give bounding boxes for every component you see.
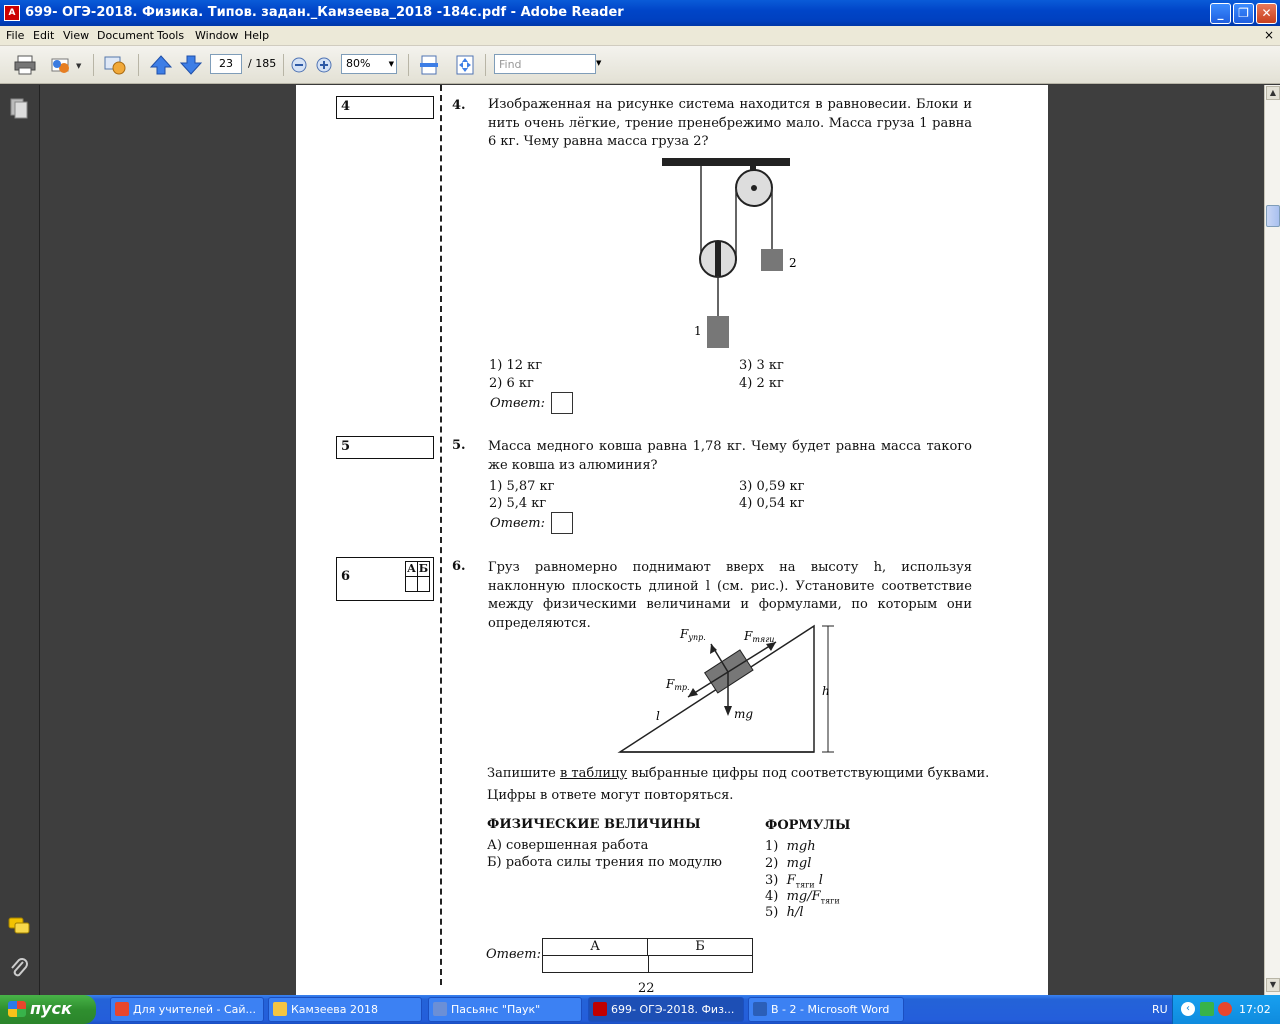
task-label: Для учителей - Сай...	[133, 1003, 257, 1016]
toolbar-separator	[283, 54, 284, 76]
page-total: / 185	[248, 57, 277, 70]
tray-arrow-icon[interactable]: ‹	[1181, 1002, 1195, 1016]
word-icon	[753, 1002, 767, 1016]
vertical-scrollbar[interactable]	[1264, 85, 1280, 995]
menu-help[interactable]: Help	[244, 29, 270, 42]
label-f-upr: Fупр.	[680, 627, 706, 642]
q5-option-3: 3) 0,59 кг	[739, 479, 805, 494]
quantity-a: А) совершенная работа	[487, 838, 649, 853]
find-input[interactable]	[494, 54, 596, 74]
q6-instruction	[487, 766, 989, 781]
quantity-b: Б) работа силы трения по модулю	[487, 855, 722, 870]
document-close-button[interactable]: ×	[1263, 28, 1274, 42]
toolbar-separator	[408, 54, 409, 76]
label-h: h	[822, 684, 830, 698]
comments-icon[interactable]	[8, 915, 30, 937]
paperclip-icon[interactable]	[8, 957, 30, 979]
question-6-number: 6.	[452, 559, 466, 574]
task-label: Камзеева 2018	[291, 1003, 378, 1016]
answer-box-6-grid	[405, 561, 431, 595]
arrow-up-icon[interactable]	[150, 55, 172, 75]
instruction-link[interactable]: в таблицу	[559, 766, 628, 781]
task-label: Пасьянс "Паук"	[451, 1003, 541, 1016]
window-title: 699- ОГЭ-2018. Физика. Типов. задан._Камзеева_2018 -184с.pdf - Adobe Reader	[25, 5, 624, 20]
label-f-tr: Fтр.	[666, 677, 690, 692]
menu-tools[interactable]: Tools	[157, 29, 185, 42]
label-mg: mg	[734, 707, 754, 721]
formulas-title: ФОРМУЛЫ	[765, 818, 851, 833]
menu-document[interactable]: Document	[97, 29, 154, 42]
table-divider	[648, 956, 649, 972]
q4-answer-label: Ответ:	[490, 396, 545, 411]
q5-answer-cell	[551, 512, 573, 534]
q6-instruction-2: Цифры в ответе могут повторяться.	[487, 788, 734, 803]
scroll-down-icon[interactable]: ▼	[1266, 978, 1280, 992]
formula-4: 4) $mg/F_{тяги}$	[765, 889, 840, 906]
system-tray	[1172, 995, 1280, 1024]
q4-option-2: 2) 6 кг	[489, 376, 534, 391]
q6-answer-table	[542, 938, 753, 973]
clock[interactable]: 17:02	[1239, 1003, 1271, 1016]
formula-5: 5) h/l	[765, 905, 804, 920]
inclined-plane-figure	[616, 620, 846, 758]
pdf-page	[296, 85, 1048, 995]
fit-page-icon[interactable]	[454, 55, 476, 75]
q5-option-1: 1) 5,87 кг	[489, 479, 555, 494]
table-header-b: Б	[648, 939, 752, 956]
quantities-title: ФИЗИЧЕСКИЕ ВЕЛИЧИНЫ	[487, 817, 701, 832]
question-6-text: Груз равномерно поднимают вверх на высоту h, используя наклонную плоскость длиной l (см. рис.). Установите соответствие между физическими величинами и формулами, по которым они определяются.	[488, 560, 972, 631]
scroll-thumb[interactable]	[1266, 205, 1280, 227]
q6-answer-label: Ответ:	[486, 947, 541, 962]
menu-bar	[0, 26, 1280, 46]
menu-view[interactable]: View	[63, 29, 90, 42]
pulley-system-figure	[656, 153, 826, 353]
page-number-input[interactable]: 23	[210, 54, 242, 74]
close-button[interactable]: ✕	[1256, 3, 1277, 24]
adobe-reader-icon: A	[4, 5, 20, 21]
antivirus-icon[interactable]	[1218, 1002, 1232, 1016]
start-button[interactable]	[0, 995, 96, 1024]
page-number: 22	[638, 981, 655, 995]
zoom-in-icon[interactable]	[316, 55, 332, 75]
answer-box-6	[336, 557, 434, 601]
folder-icon	[273, 1002, 287, 1016]
task-solitaire[interactable]	[428, 997, 582, 1022]
spider-solitaire-icon	[433, 1002, 447, 1016]
question-5-number: 5.	[452, 438, 466, 453]
chevron-down-icon[interactable]: ▼	[596, 59, 602, 67]
email-attach-icon[interactable]	[50, 55, 72, 75]
network-icon[interactable]	[1200, 1002, 1214, 1016]
grid-cell-b	[417, 576, 430, 592]
answer-box-4: 4	[336, 96, 434, 119]
toolbar-separator	[138, 54, 139, 76]
toolbar	[0, 46, 1280, 84]
task-yandex[interactable]	[110, 997, 264, 1022]
toolbar-separator	[93, 54, 94, 76]
find-placeholder: Find	[499, 58, 522, 71]
question-4-text: Изображенная на рисунке система находится в равновесии. Блоки и нить очень лёгкие, трение пренебрежимо мало. Масса груза 1 равна 6 кг. Чему равна масса груза 2?	[488, 97, 972, 149]
answer-box-5: 5	[336, 436, 434, 459]
label-l: l	[656, 709, 660, 723]
arrow-down-icon[interactable]	[180, 55, 202, 75]
figure-label-1: 1	[694, 324, 702, 338]
q5-option-4: 4) 0,54 кг	[739, 496, 805, 511]
formula-1: 1) mgh	[765, 839, 816, 854]
figure-label-2: 2	[789, 256, 797, 270]
q5-option-2: 2) 5,4 кг	[489, 496, 547, 511]
q4-option-1: 1) 12 кг	[489, 358, 543, 373]
zoom-value: 80%	[346, 57, 371, 70]
taskbar	[0, 995, 1280, 1024]
q4-option-4: 4) 2 кг	[739, 376, 784, 391]
chevron-down-icon[interactable]: ▼	[76, 62, 82, 70]
instruction-prefix: Запишите	[487, 766, 560, 781]
pages-icon[interactable]	[8, 97, 30, 119]
instruction-suffix: выбранные цифры под соответствующими буквами.	[627, 766, 990, 781]
title-bar	[0, 0, 1280, 26]
q5-answer-label: Ответ:	[490, 516, 545, 531]
formula-2: 2) mgl	[765, 856, 812, 871]
q4-answer-cell	[551, 392, 573, 414]
chevron-down-icon: ▼	[388, 60, 394, 68]
yandex-browser-icon	[115, 1002, 129, 1016]
language-indicator[interactable]: RU	[1152, 1003, 1168, 1016]
zoom-select[interactable]	[341, 54, 397, 74]
cut-line	[440, 85, 442, 985]
task-label: В - 2 - Microsoft Word	[771, 1003, 890, 1016]
question-5-text: Масса медного ковша равна 1,78 кг. Чему будет равна масса такого же ковша из алюминия?	[488, 439, 972, 473]
answer-box-6-number: 6	[341, 569, 351, 584]
fit-width-icon[interactable]	[418, 55, 440, 75]
menu-file[interactable]: File	[6, 29, 25, 42]
task-word[interactable]	[748, 997, 904, 1022]
zoom-out-icon[interactable]	[291, 55, 307, 75]
task-adobe-reader[interactable]	[588, 997, 744, 1022]
label-f-tyagi: Fтяги	[744, 629, 775, 644]
print-icon[interactable]	[14, 55, 36, 75]
grid-letter-b: Б	[418, 562, 429, 575]
task-label: 699- ОГЭ-2018. Физ...	[611, 1003, 735, 1016]
minimize-button[interactable]: _	[1210, 3, 1231, 24]
toolbar-separator	[485, 54, 486, 76]
scroll-up-icon[interactable]: ▲	[1266, 86, 1280, 100]
grid-letter-a: А	[405, 561, 418, 577]
table-header-a: А	[543, 939, 648, 956]
collaborate-icon[interactable]	[104, 55, 126, 75]
task-folder[interactable]	[268, 997, 422, 1022]
q4-option-3: 3) 3 кг	[739, 358, 784, 373]
document-view[interactable]	[40, 85, 1264, 995]
pdf-icon	[593, 1002, 607, 1016]
menu-edit[interactable]: Edit	[33, 29, 55, 42]
menu-window[interactable]: Window	[195, 29, 239, 42]
question-4-number: 4.	[452, 98, 466, 113]
navigation-panel	[0, 85, 40, 995]
formula-3: 3) $F_{тяги}$ l	[765, 873, 823, 890]
start-label: пуск	[30, 999, 72, 1018]
restore-button[interactable]: ❐	[1233, 3, 1254, 24]
windows-flag-icon	[8, 1001, 26, 1017]
